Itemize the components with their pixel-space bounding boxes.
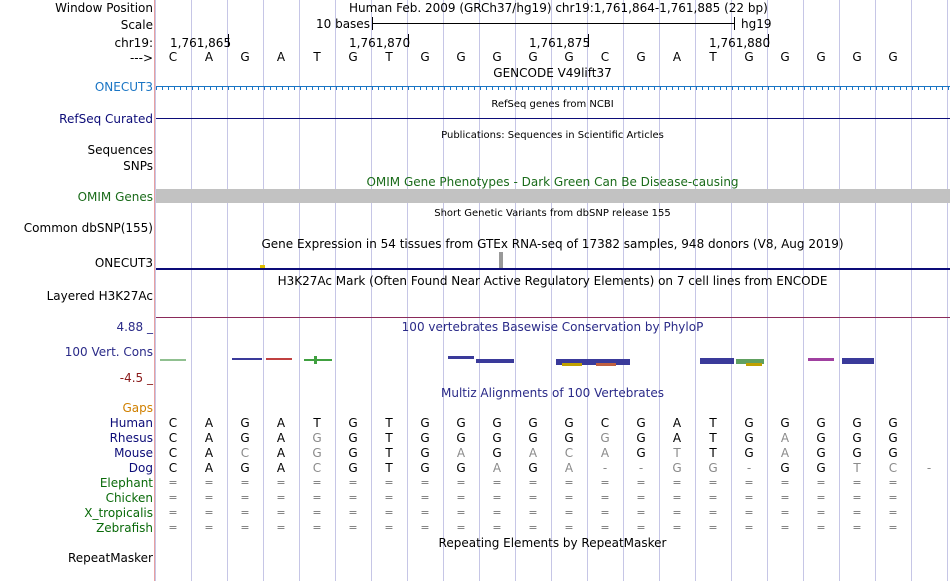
aligned-base: = <box>672 506 682 519</box>
aligned-base: - <box>926 461 932 475</box>
phylop-mark <box>232 358 262 360</box>
scale-bar <box>372 23 734 24</box>
aligned-base: C <box>168 416 178 430</box>
refseq-track-title: RefSeq genes from NCBI <box>491 99 614 110</box>
aligned-base: G <box>420 431 430 445</box>
aligned-base: = <box>384 521 394 534</box>
aligned-base: = <box>852 521 862 534</box>
aligned-base: = <box>780 491 790 504</box>
aligned-base: = <box>780 506 790 519</box>
phylop-mark <box>304 359 332 361</box>
aligned-base: = <box>492 491 502 504</box>
aligned-base: C <box>564 446 574 460</box>
multiz-track-title: Multiz Alignments of 100 Vertebrates <box>440 386 665 400</box>
position-4: 1,761,880 <box>709 36 771 50</box>
aligned-base: = <box>888 521 898 534</box>
reference-base: G <box>420 50 430 64</box>
aligned-base: = <box>492 521 502 534</box>
gaps-label[interactable]: Gaps <box>122 401 153 415</box>
reference-base: G <box>816 50 826 64</box>
chrom-label: chr19: <box>114 36 153 50</box>
aligned-base: G <box>888 416 898 430</box>
aligned-base: G <box>348 446 358 460</box>
aligned-base: = <box>744 506 754 519</box>
publications-track-title: Publications: Sequences in Scientific Articles <box>441 130 664 141</box>
position-1-tick <box>228 34 229 47</box>
phylop-mark <box>746 363 762 366</box>
aligned-base: = <box>348 491 358 504</box>
aligned-base: = <box>672 491 682 504</box>
h3k27ac-label[interactable]: Layered H3K27Ac <box>46 289 153 303</box>
aligned-base: = <box>600 476 610 489</box>
aligned-base: = <box>384 506 394 519</box>
aligned-base: T <box>385 461 393 475</box>
aligned-base: A <box>600 446 610 460</box>
aligned-base: = <box>816 506 826 519</box>
aligned-base: T <box>709 431 717 445</box>
aligned-base: = <box>384 491 394 504</box>
aligned-base: C <box>168 461 178 475</box>
phylop-track-title: 100 vertebrates Basewise Conservation by PhyloP <box>401 320 704 334</box>
aligned-base: = <box>456 506 466 519</box>
aligned-base: = <box>384 476 394 489</box>
species-label[interactable]: X_tropicalis <box>84 506 153 520</box>
aligned-base: = <box>564 476 574 489</box>
aligned-base: = <box>708 476 718 489</box>
reference-base: G <box>492 50 502 64</box>
aligned-base: = <box>852 491 862 504</box>
aligned-base: = <box>168 521 178 534</box>
position-3-tick <box>588 34 589 47</box>
aligned-base: = <box>204 521 214 534</box>
aligned-base: G <box>312 446 322 460</box>
aligned-base: = <box>888 506 898 519</box>
phylop-min-value: -4.5 _ <box>119 371 153 385</box>
aligned-base: A <box>204 461 214 475</box>
aligned-base: - <box>602 461 608 475</box>
aligned-base: = <box>528 521 538 534</box>
repeatmasker-track-title: Repeating Elements by RepeatMasker <box>438 536 667 550</box>
aligned-base: = <box>276 476 286 489</box>
h3k27ac-track-title: H3K27Ac Mark (Often Found Near Active Regulatory Elements) on 7 cell lines from ENCODE <box>277 274 828 288</box>
aligned-base: = <box>204 491 214 504</box>
aligned-base: G <box>492 431 502 445</box>
aligned-base: = <box>888 476 898 489</box>
aligned-base: - <box>638 461 644 475</box>
aligned-base: = <box>636 491 646 504</box>
aligned-base: C <box>888 461 898 475</box>
refseq-gene-line[interactable] <box>156 118 950 119</box>
aligned-base: = <box>600 521 610 534</box>
phylop-mark <box>596 363 616 366</box>
aligned-base: G <box>456 416 466 430</box>
aligned-base: A <box>672 431 682 445</box>
aligned-base: G <box>492 446 502 460</box>
gtex-bar-yellow <box>260 265 265 268</box>
onecut3-gene-feature[interactable] <box>156 86 950 90</box>
aligned-base: T <box>385 431 393 445</box>
scale-label: Scale <box>120 18 153 32</box>
aligned-base: = <box>672 476 682 489</box>
reference-base: G <box>528 50 538 64</box>
aligned-base: = <box>564 521 574 534</box>
reference-base: T <box>313 50 321 64</box>
aligned-base: G <box>420 461 430 475</box>
reference-base: G <box>780 50 790 64</box>
gtex-gene-label[interactable]: ONECUT3 <box>94 256 153 270</box>
omim-track-title: OMIM Gene Phenotypes - Dark Green Can Be Disease-causing <box>366 175 739 189</box>
reference-base: G <box>564 50 574 64</box>
aligned-base: T <box>313 416 321 430</box>
aligned-base: G <box>528 461 538 475</box>
aligned-base: = <box>240 521 250 534</box>
aligned-base: A <box>204 416 214 430</box>
reference-base: T <box>709 50 717 64</box>
phylop-mark <box>808 358 834 361</box>
reference-base: A <box>276 50 286 64</box>
aligned-base: G <box>852 431 862 445</box>
reference-base: G <box>852 50 862 64</box>
position-2: 1,761,870 <box>349 36 411 50</box>
aligned-base: = <box>744 476 754 489</box>
aligned-base: = <box>168 476 178 489</box>
aligned-base: G <box>744 416 754 430</box>
aligned-base: = <box>888 491 898 504</box>
gtex-bar-grey <box>499 252 503 268</box>
aligned-base: = <box>780 476 790 489</box>
window-position-label: Window Position <box>55 1 153 15</box>
aligned-base: = <box>600 506 610 519</box>
aligned-base: T <box>709 446 717 460</box>
position-3: 1,761,875 <box>529 36 591 50</box>
aligned-base: G <box>492 416 502 430</box>
reference-base: G <box>636 50 646 64</box>
aligned-base: = <box>456 491 466 504</box>
aligned-base: G <box>420 446 430 460</box>
aligned-base: = <box>780 521 790 534</box>
aligned-base: G <box>348 461 358 475</box>
aligned-base: G <box>816 416 826 430</box>
aligned-base: = <box>708 521 718 534</box>
reference-base: A <box>672 50 682 64</box>
aligned-base: A <box>672 416 682 430</box>
aligned-base: = <box>348 521 358 534</box>
phylop-mark <box>266 358 292 360</box>
aligned-base: = <box>312 521 322 534</box>
phylop-max-value: 4.88 _ <box>116 320 153 334</box>
aligned-base: A <box>276 461 286 475</box>
aligned-base: A <box>204 431 214 445</box>
aligned-base: = <box>600 491 610 504</box>
aligned-base: G <box>240 431 250 445</box>
reference-base: G <box>456 50 466 64</box>
aligned-base: G <box>312 431 322 445</box>
aligned-base: G <box>636 416 646 430</box>
aligned-base: G <box>672 461 682 475</box>
aligned-base: C <box>240 446 250 460</box>
aligned-base: = <box>636 521 646 534</box>
aligned-base: G <box>780 461 790 475</box>
aligned-base: = <box>816 521 826 534</box>
aligned-base: = <box>456 521 466 534</box>
reference-base: G <box>348 50 358 64</box>
aligned-base: A <box>204 446 214 460</box>
aligned-base: = <box>816 491 826 504</box>
position-1: 1,761,865 <box>170 36 232 50</box>
sequences-label[interactable]: Sequences <box>87 143 153 157</box>
aligned-base: G <box>528 431 538 445</box>
aligned-base: = <box>168 491 178 504</box>
omim-gene-bar[interactable] <box>156 189 950 203</box>
phylop-mark <box>700 358 734 364</box>
dbsnp-label[interactable]: Common dbSNP(155) <box>23 221 153 235</box>
aligned-base: G <box>888 431 898 445</box>
species-label[interactable]: Zebrafish <box>96 521 153 535</box>
aligned-base: = <box>744 521 754 534</box>
reference-base: C <box>600 50 610 64</box>
aligned-base: G <box>600 431 610 445</box>
h3k27ac-baseline <box>156 317 950 318</box>
aligned-base: T <box>673 446 681 460</box>
aligned-base: A <box>276 431 286 445</box>
aligned-base: G <box>744 431 754 445</box>
aligned-base: = <box>240 491 250 504</box>
dbsnp-track-title: Short Genetic Variants from dbSNP release 155 <box>434 208 671 219</box>
aligned-base: G <box>708 461 718 475</box>
phylop-mark <box>314 356 317 364</box>
aligned-base: = <box>312 506 322 519</box>
aligned-base: = <box>528 506 538 519</box>
gtex-track-title: Gene Expression in 54 tissues from GTEx RNA-seq of 17382 samples, 948 donors (V8, Aug 2019) <box>261 237 844 251</box>
aligned-base: = <box>636 476 646 489</box>
aligned-base: = <box>672 521 682 534</box>
aligned-base: G <box>636 431 646 445</box>
aligned-base: = <box>420 521 430 534</box>
aligned-base: = <box>564 491 574 504</box>
aligned-base: = <box>276 491 286 504</box>
aligned-base: G <box>744 446 754 460</box>
phylop-mark <box>160 359 186 361</box>
aligned-base: = <box>420 506 430 519</box>
aligned-base: A <box>528 446 538 460</box>
aligned-base: T <box>385 446 393 460</box>
phylop-mark <box>448 356 474 359</box>
aligned-base: C <box>168 431 178 445</box>
aligned-base: = <box>312 476 322 489</box>
aligned-base: = <box>816 476 826 489</box>
snps-label[interactable]: SNPs <box>123 159 153 173</box>
species-label[interactable]: Rhesus <box>109 431 153 445</box>
aligned-base: - <box>746 461 752 475</box>
aligned-base: G <box>456 431 466 445</box>
aligned-base: T <box>853 461 861 475</box>
species-label[interactable]: Human <box>109 416 153 430</box>
aligned-base: G <box>348 431 358 445</box>
aligned-base: = <box>276 506 286 519</box>
aligned-base: A <box>564 461 574 475</box>
phylop-mark <box>562 363 582 366</box>
aligned-base: = <box>456 476 466 489</box>
aligned-base: = <box>528 476 538 489</box>
species-label[interactable]: Mouse <box>114 446 153 460</box>
scale-db: hg19 <box>741 17 772 31</box>
aligned-base: G <box>888 446 898 460</box>
aligned-base: A <box>276 446 286 460</box>
species-label[interactable]: Dog <box>128 461 153 475</box>
aligned-base: A <box>276 416 286 430</box>
scale-bar-right-tick <box>734 17 735 30</box>
omim-genes-label[interactable]: OMIM Genes <box>77 190 153 204</box>
aligned-base: = <box>708 506 718 519</box>
aligned-base: = <box>348 476 358 489</box>
aligned-base: = <box>240 506 250 519</box>
aligned-base: G <box>564 416 574 430</box>
aligned-base: A <box>780 446 790 460</box>
species-label[interactable]: Chicken <box>105 491 153 505</box>
aligned-base: G <box>564 431 574 445</box>
aligned-base: G <box>420 416 430 430</box>
aligned-base: G <box>816 461 826 475</box>
aligned-base: = <box>492 506 502 519</box>
aligned-base: G <box>240 416 250 430</box>
aligned-base: G <box>816 446 826 460</box>
reference-base: G <box>744 50 754 64</box>
aligned-base: C <box>168 446 178 460</box>
aligned-base: A <box>492 461 502 475</box>
phylop-mark <box>476 359 514 363</box>
aligned-base: A <box>456 446 466 460</box>
aligned-base: C <box>600 416 610 430</box>
onecut3-gene-label[interactable]: ONECUT3 <box>94 80 153 94</box>
aligned-base: G <box>852 446 862 460</box>
strand-label: ---> <box>129 51 153 65</box>
aligned-base: = <box>492 476 502 489</box>
aligned-base: = <box>312 491 322 504</box>
aligned-base: = <box>528 491 538 504</box>
aligned-base: G <box>528 416 538 430</box>
reference-base: G <box>888 50 898 64</box>
aligned-base: = <box>708 491 718 504</box>
aligned-base: A <box>780 431 790 445</box>
reference-base: C <box>168 50 178 64</box>
aligned-base: = <box>348 506 358 519</box>
gencode-track-title: GENCODE V49lift37 <box>493 66 612 80</box>
phylop-mark <box>842 358 874 364</box>
aligned-base: = <box>420 491 430 504</box>
aligned-base: G <box>636 446 646 460</box>
refseq-label[interactable]: RefSeq Curated <box>59 112 153 126</box>
gtex-gene-line[interactable] <box>156 268 950 270</box>
repeatmasker-label[interactable]: RepeatMasker <box>67 551 153 565</box>
scale-text: 10 bases <box>316 17 370 31</box>
scale-bar-left-tick <box>372 17 373 30</box>
phylop-conservation-plot <box>156 352 950 368</box>
aligned-base: = <box>564 506 574 519</box>
phylop-label[interactable]: 100 Vert. Cons <box>64 345 153 359</box>
aligned-base: = <box>276 521 286 534</box>
aligned-base: G <box>456 461 466 475</box>
reference-base: T <box>385 50 393 64</box>
aligned-base: T <box>709 416 717 430</box>
aligned-base: = <box>204 506 214 519</box>
aligned-base: = <box>204 476 214 489</box>
species-label[interactable]: Elephant <box>99 476 153 490</box>
position-4-tick <box>768 34 769 47</box>
aligned-base: = <box>852 476 862 489</box>
window-position-value: Human Feb. 2009 (GRCh37/hg19) chr19:1,761,864-1,761,885 (22 bp) <box>349 1 768 15</box>
aligned-base: G <box>852 416 862 430</box>
aligned-base: = <box>168 506 178 519</box>
aligned-base: = <box>240 476 250 489</box>
aligned-base: G <box>816 431 826 445</box>
aligned-base: = <box>636 506 646 519</box>
reference-base: G <box>240 50 250 64</box>
reference-base: A <box>204 50 214 64</box>
aligned-base: C <box>312 461 322 475</box>
position-2-tick <box>408 34 409 47</box>
aligned-base: G <box>780 416 790 430</box>
aligned-base: T <box>385 416 393 430</box>
aligned-base: G <box>240 461 250 475</box>
aligned-base: G <box>348 416 358 430</box>
aligned-base: = <box>420 476 430 489</box>
aligned-base: = <box>852 506 862 519</box>
aligned-base: = <box>744 491 754 504</box>
